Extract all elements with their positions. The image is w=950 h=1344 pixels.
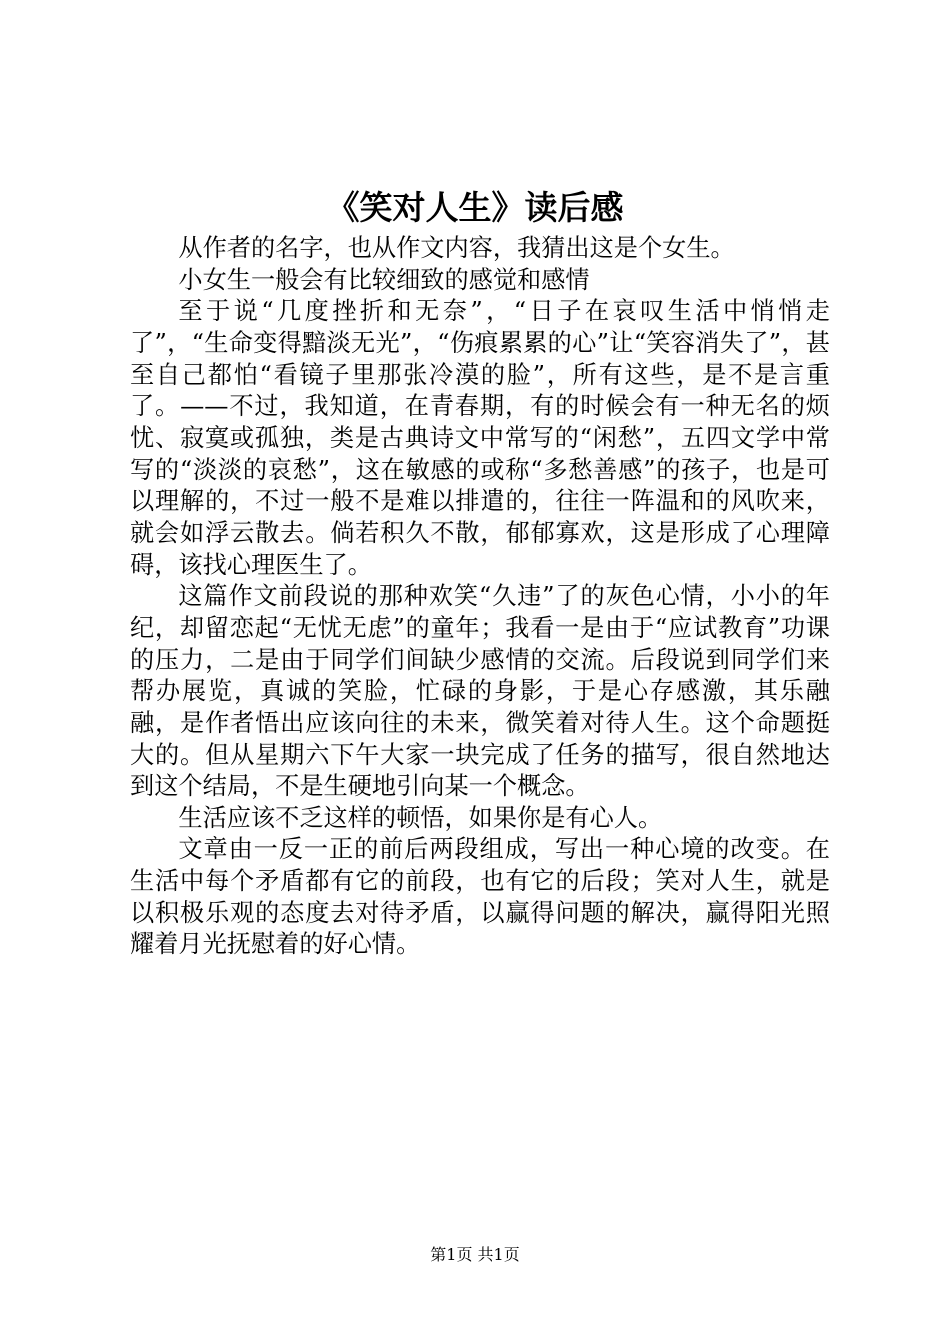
paragraph: 文章由一反一正的前后两段组成，写出一种心境的改变。在生活中每个矛盾都有它的前段，也有它的后段；笑对人生，就是以积极乐观的态度去对待矛盾，以赢得问题的解决，赢得阳光照耀着月光抚慰着的好心情。 bbox=[130, 835, 830, 959]
paragraph: 从作者的名字，也从作文内容，我猜出这是个女生。 bbox=[178, 234, 735, 262]
paragraph: 小女生一般会有比较细致的感觉和感情 bbox=[178, 265, 590, 294]
paragraph: 生活应该不乏这样的顿悟，如果你是有心人。 bbox=[178, 803, 663, 832]
document-body bbox=[130, 233, 830, 961]
paragraph: 这篇作文前段说的那种欢笑“久违”了的灰色心情，小小的年纪，却留恋起“无忧无虑”的童年；我看一是由于“应试教育”功课的压力，二是由于同学们间缺少感情的交流。后段说到同学们来帮办展览，真诚的笑脸，忙碌的身影，于是心存感激，其乐融融，是作者悟出应该向往的未来，微笑着对待人生。这个命题挺大的。但从星期六下午大家一块完成了任务的描写，很自然地达到这个结局，不是生硬地引向某一个概念。 bbox=[130, 582, 830, 801]
document-title: 《笑对人生》读后感 bbox=[326, 188, 624, 227]
paragraph: 至于说“几度挫折和无奈”，“日子在哀叹生活中悄悄走了”，“生命变得黯淡无光”，“伤痕累累的心”让“笑容消失了”，甚至自己都怕“看镜子里那张冷漠的脸”，所有这些，是不是言重了。——不过，我知道，在青春期，有的时候会有一种无名的烦忧、寂寞或孤独，类是古典诗文中常写的“闲愁”，五四文学中常写的“淡淡的哀愁”，这在敏感的或称“多愁善感”的孩子，也是可以理解的，不过一般不是难以排遣的，往往一阵温和的风吹来，就会如浮云散去。倘若积久不散，郁郁寡欢，这是形成了心理障碍，该找心理医生了。 bbox=[130, 297, 830, 579]
page-number-footer: 第1页 共1页 bbox=[430, 1245, 520, 1264]
